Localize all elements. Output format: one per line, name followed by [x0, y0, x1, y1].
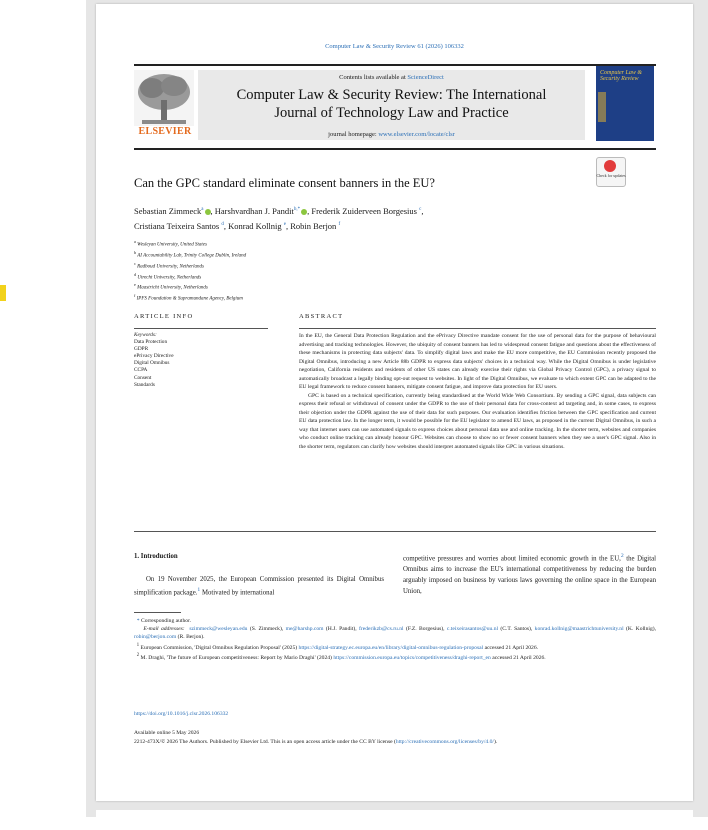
license-end: ).: [493, 739, 498, 745]
footnote-number: 1: [136, 642, 140, 648]
author-affil-sup[interactable]: a: [201, 207, 204, 212]
abstract-bottom-rule: [134, 531, 656, 532]
email-owner: (H.J. Pandit),: [323, 626, 359, 633]
intro-text: Motivated by international: [200, 589, 275, 597]
affil-text: IPFS Foundation & Supramundane Agency, Belgium: [136, 296, 243, 302]
footnote-link[interactable]: https://digital-strategy.ec.europa.eu/en/library/digital-omnibus-regulation-proposal: [298, 644, 484, 651]
footnote-ref[interactable]: 2: [620, 553, 624, 559]
journal-title-line1: Computer Law & Security Review: The International: [236, 87, 547, 103]
abstract-paragraph: In the EU, the General Data Protection Regulation and the ePrivacy Directive mandate consent for the use of personal data for the purpose of behavioural advertising and tracking technologies. However, the ubiquity of consent banners has led to widespread consent fatigue and questions about the effectiveness of these mechanisms in protecting data subjects' data. To simplify digital laws and make the EU more competitive, the EU Commission recently proposed the Digital Omnibus, introducing a new Article 88b GDPR to express data subjects' choices in a technical way. While the Digital Omnibus is under legislative negotiation, California residents and residents of other US states can already exercise their rights via Global Privacy Control (GPC), a privacy signal to automatically broadcast a legally binding opt-out request to websites. In light of the Digital Omnibus, we evaluate to which extent GPC can be adapted to the EU legal framework to reduce consent banners, mitigate consent fatigue, and improve data protection for EU users.: [299, 333, 656, 390]
email-label: E-mail addresses:: [143, 626, 185, 633]
intro-left-column: [134, 574, 384, 598]
publisher-name: ELSEVIER: [138, 126, 192, 137]
intro-text: the Digital Omnibus aims to increase the EU's international competitiveness by reducing the burden arguably imposed on business by various laws governing the online space in the European Union,: [403, 555, 656, 596]
article-info-rule: [134, 328, 268, 329]
footnote-2: [134, 652, 656, 662]
affiliation-item: [134, 260, 246, 271]
email-link[interactable]: me@harshp.com: [285, 626, 324, 633]
abstract-body: [299, 332, 656, 451]
author-name[interactable]: Sebastian Zimmeck: [134, 205, 202, 216]
keyword-item: Digital Omnibus: [134, 360, 170, 367]
header-top-rule: [134, 64, 656, 66]
affil-text: Maastricht University, Netherlands: [137, 286, 208, 292]
author-affil-sup[interactable]: f: [338, 221, 341, 227]
next-pdf-page: [96, 810, 693, 830]
affil-text: Radboud University, Netherlands: [137, 264, 204, 270]
email-link[interactable]: c.teixeirasantos@uu.nl: [446, 626, 499, 633]
license-line: [134, 739, 674, 745]
update-check-icon: [604, 160, 616, 172]
email-note: [134, 625, 656, 641]
affil-sup: b: [134, 249, 137, 255]
author-name[interactable]: Harshvardhan J. Pandit: [214, 205, 294, 216]
author-name[interactable]: Cristiana Teixeira Santos: [134, 220, 220, 231]
keyword-item: GDPR: [134, 346, 149, 353]
email-owner: (R. Berjon).: [176, 634, 205, 641]
email-link[interactable]: szimmeck@wesleyan.edu: [189, 626, 248, 633]
orcid-icon[interactable]: [301, 209, 307, 215]
keyword-item: Standards: [134, 381, 155, 388]
journal-title-line2: Journal of Technology Law and Practice: [274, 105, 509, 121]
author-name[interactable]: Robin Berjon: [290, 220, 337, 231]
author-list: Sebastian Zimmeck$^a$ , Harshvardhan J. Pandit$^{b,*}$ , Frederik Zuiderveen Borgesius $^c$, Cristiana Teixeira Santos $^d$, Konrad Kollnig $^e$, Robin Berjon $^f$: [134, 205, 424, 231]
affil-text: AI Accountability Lab, Trinity College Dublin, Ireland: [137, 253, 247, 259]
article-info-heading: ARTICLE INFO: [134, 313, 194, 320]
cover-title: Computer Law & Security Review: [600, 70, 643, 82]
affil-sup: d: [134, 271, 137, 277]
keywords-block: [134, 332, 174, 389]
license-text: 2212-473X/© 2026 The Authors. Published by Elsevier Ltd. This is an open access article under the CC BY license (: [134, 739, 396, 745]
available-online: Available online 5 May 2026: [134, 730, 200, 736]
affil-sup: c: [134, 260, 136, 266]
keyword-item: CCPA: [134, 367, 148, 374]
homepage-prefix: journal homepage:: [328, 131, 379, 138]
footnote-text: accessed 21 April 2026.: [490, 654, 546, 661]
author-name[interactable]: Frederik Zuiderveen Borgesius: [311, 205, 417, 216]
author-affil-sup[interactable]: b,*: [293, 207, 301, 212]
license-link[interactable]: http://creativecommons.org/licenses/by/4.0/: [395, 739, 494, 745]
author-affil-sup[interactable]: c: [419, 207, 422, 212]
cover-decoration: [598, 92, 606, 122]
corresponding-text: Corresponding author.: [141, 618, 192, 624]
homepage-link[interactable]: www.elsevier.com/locate/clsr: [378, 131, 455, 138]
keyword-item: Consent: [134, 374, 152, 381]
affil-sup: a: [134, 239, 136, 244]
abstract-paragraph: GPC is based on a technical specification, currently being standardised at the World Wide Web Consortium. By sending a GPC signal, data subjects can express their refusal or withdrawal of consent under the GDPR to the use of their personal data for cross-context ad targeting and, in some cases, to express their objection under the GDPR against the use of their data for such purposes. Our evaluation identifies friction between the GPC specification and current EU data protection law. In the longer term, it would be possible for the EU legislator to amend EU laws, as proposed in the current Digital Omnibus, in such a way that internet users can use automated signals to express choices about personal data use and online tracking. In the shorter term, websites and companies who conduct online tracking can already honour GPC. Websites can choose to show no or fewer consent banners when they see a user's GPC signal. Also in the shorter term, regulators can clarify how websites should interpret automated signals like GPC in various situations.: [299, 392, 656, 450]
check-for-updates-label: Check for updates: [596, 173, 626, 178]
journal-reference[interactable]: Computer Law & Security Review 61 (2026) 106332: [325, 43, 464, 50]
doi-link[interactable]: https://doi.org/10.1016/j.clsr.2026.106332: [134, 711, 229, 717]
affil-sup: f: [134, 293, 136, 299]
affiliation-item: [134, 292, 246, 303]
email-link[interactable]: robin@berjon.com: [134, 634, 177, 641]
scroll-highlight-marker: [0, 285, 6, 301]
footnote-1: [134, 642, 656, 652]
email-owner: (K. Kollnig),: [623, 626, 657, 633]
footnote-link[interactable]: https://commission.europa.eu/topics/competitiveness/draghi-report_en: [333, 654, 491, 661]
footnote-rule: [134, 612, 181, 613]
intro-text: competitive pressures and worries about limited economic growth in the EU,: [403, 555, 621, 563]
intro-text: On 19 November 2025, the European Commission presented its Digital Omnibus simplification package.: [134, 576, 384, 597]
intro-right-column: [403, 551, 656, 597]
affiliation-item: [134, 238, 246, 249]
affil-text: Wesleyan University, United States: [137, 242, 207, 248]
affil-text: Utrecht University, Netherlands: [137, 275, 202, 281]
footnote-number: 2: [136, 652, 140, 658]
affil-sup: e: [134, 282, 136, 288]
keyword-item: ePrivacy Directive: [134, 353, 174, 360]
footnotes: [134, 617, 656, 662]
section-heading-introduction: 1. Introduction: [134, 553, 178, 560]
orcid-icon[interactable]: [205, 209, 211, 215]
journal-title: [198, 86, 585, 122]
article-title: Can the GPC standard eliminate consent banners in the EU?: [134, 176, 435, 190]
email-owner: (F.Z. Borgesius),: [403, 626, 447, 633]
footnote-ref[interactable]: 1: [197, 587, 201, 593]
footnote-text: European Commission, 'Digital Omnibus Regulation Proposal' (2025): [139, 644, 299, 651]
affiliation-list: [134, 238, 246, 303]
affiliation-item: [134, 281, 246, 292]
author-affil-sup[interactable]: d: [221, 221, 224, 227]
email-link[interactable]: konrad.kollnig@maastrichtuniversity.nl: [534, 626, 624, 633]
email-link[interactable]: frederikzb@cs.ru.nl: [359, 626, 404, 633]
contents-line: [198, 74, 585, 81]
email-owner: (C.T. Santos),: [498, 626, 535, 633]
email-owner: (S. Zimmeck),: [247, 626, 286, 633]
header-bottom-rule: [134, 148, 656, 150]
author-name[interactable]: Konrad Kollnig: [228, 220, 282, 231]
sciencedirect-link[interactable]: ScienceDirect: [407, 74, 444, 81]
footnote-text: M. Draghi, 'The future of European competitiveness: Report by Mario Draghi' (2024): [139, 654, 334, 661]
contents-prefix: Contents lists available at: [339, 74, 408, 81]
footnote-text: accessed 21 April 2026.: [483, 644, 539, 651]
keyword-item: Data Protection: [134, 339, 168, 346]
pdf-page: [96, 4, 693, 801]
journal-homepage-line: [198, 131, 585, 138]
affiliation-item: [134, 271, 246, 282]
abstract-rule: [299, 328, 656, 329]
keywords-label: Keywords:: [134, 332, 157, 338]
corresponding-note: * Corresponding author.: [136, 618, 192, 624]
abstract-heading: ABSTRACT: [299, 313, 344, 320]
affiliation-item: [134, 249, 246, 260]
author-affil-sup[interactable]: e: [283, 221, 287, 227]
